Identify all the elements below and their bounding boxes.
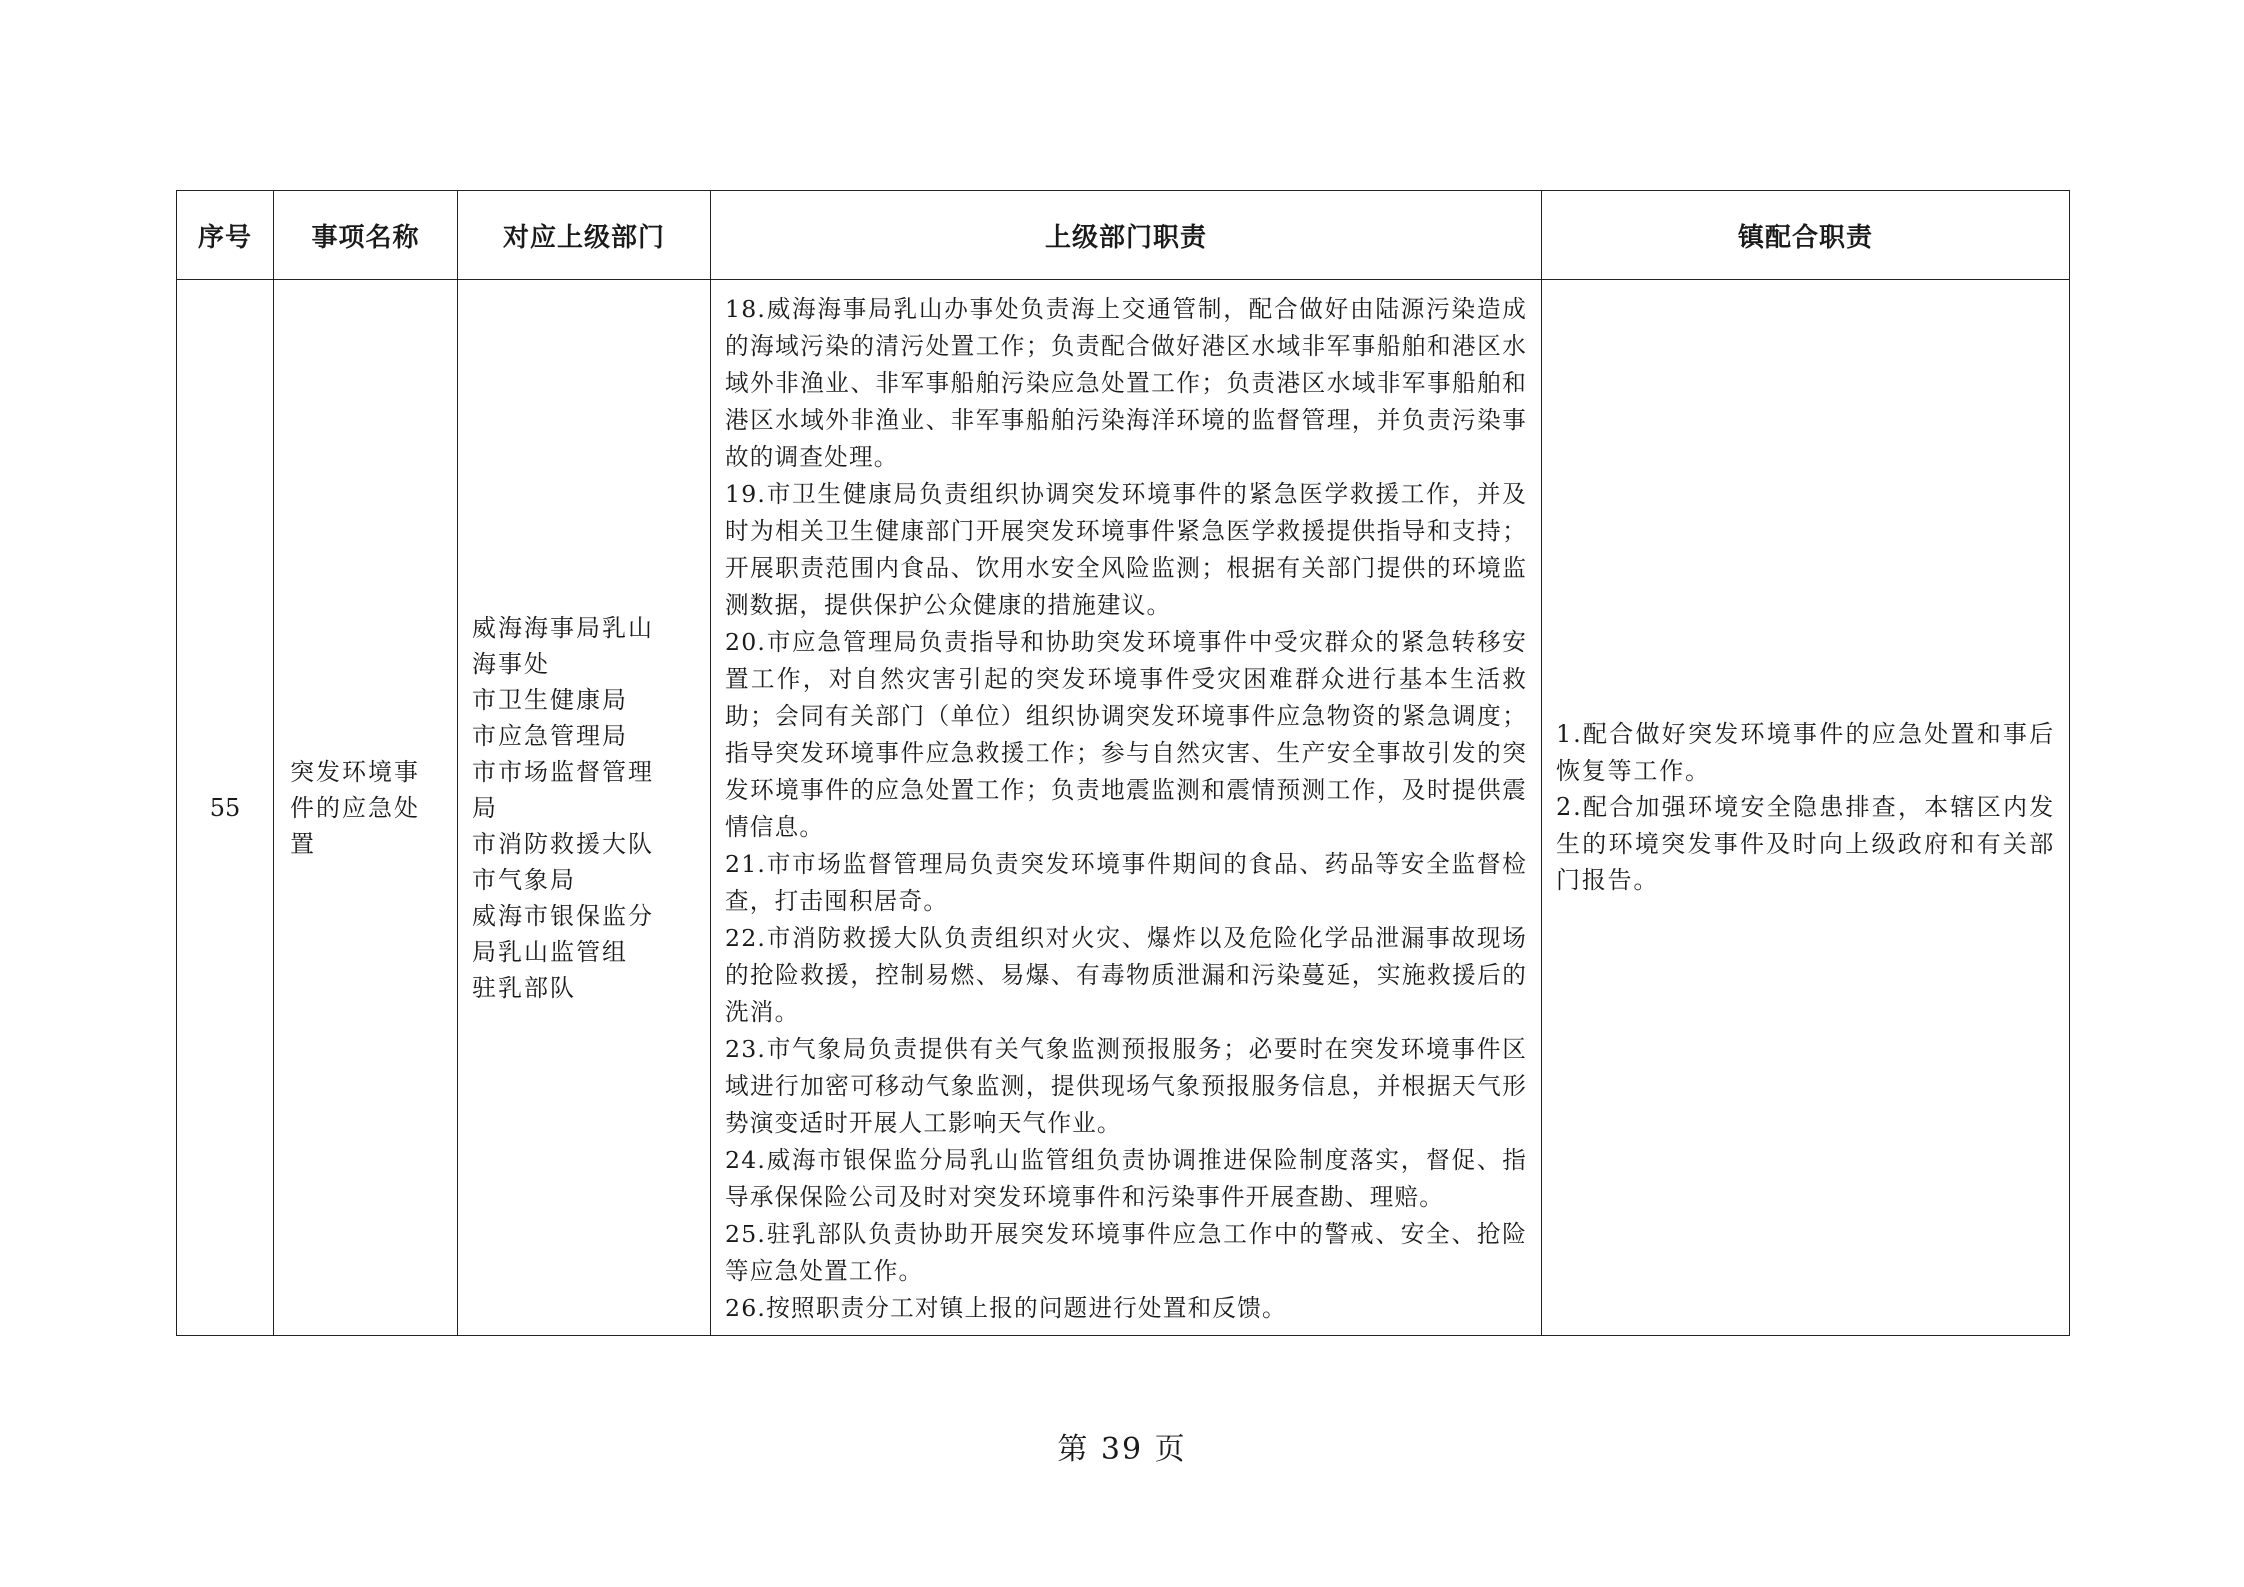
duty-item-23: 23.市气象局负责提供有关气象监测预报服务；必要时在突发环境事件区域进行加密可移动气象监测，提供现场气象预报服务信息，并根据天气形势演变适时开展人工影响天气作业。 [725, 1034, 1527, 1137]
duty-item-25: 25.驻乳部队负责协助开展突发环境事件应急工作中的警戒、安全、抢险等应急处置工作。 [725, 1219, 1527, 1285]
header-superior-duty: 上级部门职责 [711, 191, 1542, 280]
department-line: 市市场监督管理 [472, 757, 654, 786]
duty-item-22: 22.市消防救援大队负责组织对火灾、爆炸以及危险化学品泄漏事故现场的抢险救援，控制易燃、易爆、有毒物质泄漏和污染蔓延，实施救援后的洗消。 [725, 923, 1527, 1026]
department-line: 威海海事局乳山 [472, 613, 654, 642]
duty-item-26: 26.按照职责分工对镇上报的问题进行处置和反馈。 [725, 1293, 1287, 1322]
table-row [177, 280, 2070, 1336]
row-superior-duties [711, 280, 1542, 1336]
department-line: 市应急管理局 [472, 721, 628, 750]
duty-item-21: 21.市市场监督管理局负责突发环境事件期间的食品、药品等安全监督检查，打击囤积居奇。 [725, 849, 1527, 915]
department-line: 海事处 [472, 649, 550, 678]
department-line: 威海市银保监分 [472, 901, 654, 930]
department-line: 市消防救援大队 [472, 829, 654, 858]
row-town-duties [1542, 280, 2070, 1336]
department-line: 局乳山监管组 [472, 937, 628, 966]
duty-item-19: 19.市卫生健康局负责组织协调突发环境事件的紧急医学救援工作，并及时为相关卫生健康部门开展突发环境事件紧急医学救援提供指导和支持；开展职责范围内食品、饮用水安全风险监测；根据有关部门提供的环境监测数据，提供保护公众健康的措施建议。 [725, 479, 1527, 619]
department-line: 市卫生健康局 [472, 685, 628, 714]
duty-item-24: 24.威海市银保监分局乳山监管组负责协调推进保险制度落实，督促、指导承保保险公司及时对突发环境事件和污染事件开展查勘、理赔。 [725, 1145, 1527, 1211]
responsibility-table [176, 190, 2070, 1336]
header-department: 对应上级部门 [458, 191, 711, 280]
town-duty-item-1: 1.配合做好突发环境事件的应急处置和事后恢复等工作。 [1556, 720, 2055, 785]
header-town-duty: 镇配合职责 [1542, 191, 2070, 280]
page-number: 第 39 页 [1057, 1432, 1187, 1467]
header-item-name: 事项名称 [274, 191, 458, 280]
department-line: 驻乳部队 [472, 973, 576, 1002]
row-item-name: 突发环境事件的应急处置 [274, 280, 458, 1336]
row-departments [458, 280, 711, 1336]
department-line: 市气象局 [472, 865, 576, 894]
duty-item-20: 20.市应急管理局负责指导和协助突发环境事件中受灾群众的紧急转移安置工作，对自然灾害引起的突发环境事件受灾困难群众进行基本生活救助；会同有关部门（单位）组织协调突发环境事件应急物资的紧急调度；指导突发环境事件应急救援工作；参与自然灾害、生产安全事故引发的突发环境事件的应急处置工作；负责地震监测和震情预测工作，及时提供震情信息。 [725, 627, 1527, 841]
department-line: 局 [472, 793, 498, 822]
header-seq: 序号 [177, 191, 274, 280]
duty-item-18: 18.威海海事局乳山办事处负责海上交通管制，配合做好由陆源污染造成的海域污染的清污处置工作；负责配合做好港区水域非军事船舶和港区水域外非渔业、非军事船舶污染应急处置工作；负责港区水域非军事船舶和港区水域外非渔业、非军事船舶污染海洋环境的监督管理，并负责污染事故的调查处理。 [725, 294, 1527, 471]
town-duty-item-2: 2.配合加强环境安全隐患排查，本辖区内发生的环境突发事件及时向上级政府和有关部门报告。 [1556, 793, 2055, 895]
table-header-row [177, 191, 2070, 280]
row-seq: 55 [177, 280, 274, 1336]
